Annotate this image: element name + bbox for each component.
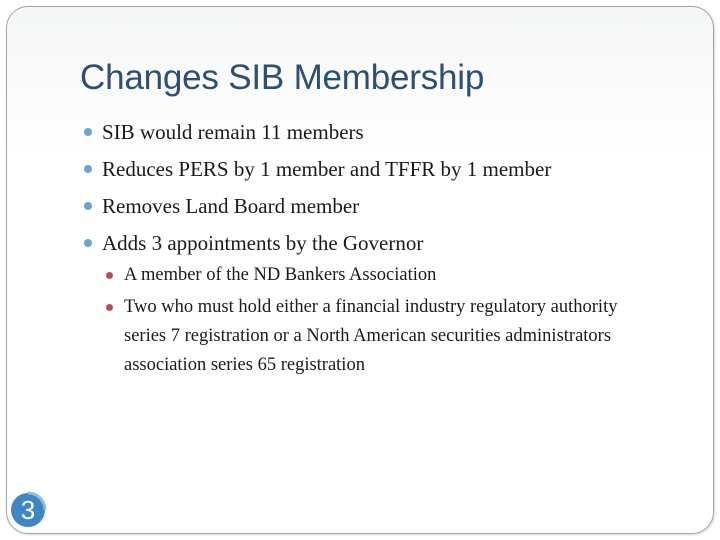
page-number-badge [8, 490, 48, 530]
sub-bullet-item [104, 293, 664, 380]
sub-bullet-dot-icon [106, 272, 113, 279]
bullet-text: Removes Land Board member [102, 194, 360, 218]
page-number: 3 [20, 495, 36, 525]
sub-bullet-text: Two who must hold either a financial industry regulatory authority series 7 registration or a North American securities administrators association series 65 registration [124, 297, 618, 375]
bullet-text: Reduces PERS by 1 member and TFFR by 1 member [102, 157, 552, 181]
bullet-dot-icon [84, 128, 92, 136]
sub-bullet-item [104, 261, 664, 290]
bullet-item [84, 192, 684, 220]
bullet-text: SIB would remain 11 members [102, 120, 364, 144]
bullet-item [84, 155, 684, 183]
bullet-list [84, 118, 684, 389]
bullet-dot-icon [84, 239, 92, 247]
sub-bullet-text: A member of the ND Bankers Association [124, 265, 437, 285]
slide-title: Changes SIB Membership [80, 58, 485, 97]
bullet-item [84, 229, 684, 380]
bullet-dot-icon [84, 202, 92, 210]
bullet-text: Adds 3 appointments by the Governor [102, 231, 424, 255]
bullet-item [84, 118, 684, 146]
bullet-dot-icon [84, 165, 92, 173]
sub-bullet-dot-icon [106, 304, 113, 311]
sub-bullet-list [102, 261, 684, 380]
